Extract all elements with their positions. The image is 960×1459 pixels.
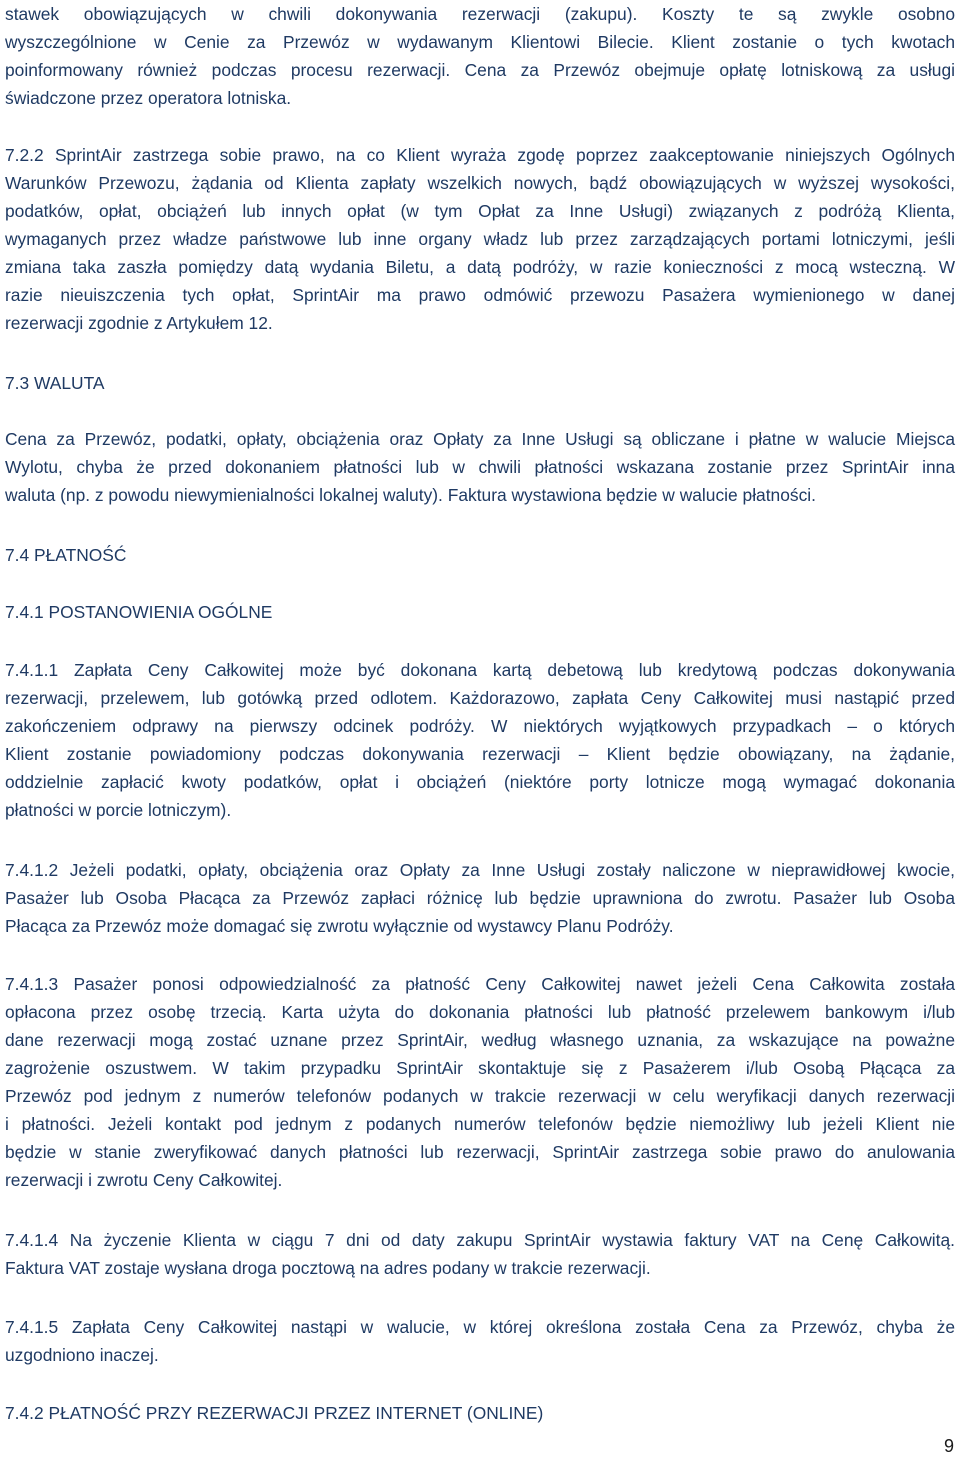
text-line: zakończeniem odprawy na pierwszy odcinek podróży. W niektórych wyjątkowych przypadkach – o których [5, 716, 955, 736]
text-line: 7.4.1.5 Zapłata Ceny Całkowitej nastąpi w walucie, w której określona została Cena za Przewóz, chyba że [5, 1317, 955, 1337]
text-line: Przewóz pod jednym z numerów telefonów podanych w trakcie rezerwacji w celu weryfikacji danych rezerwacji [5, 1086, 955, 1106]
text-line: opłacona przez osobę trzecią. Karta użyta do dokonania płatności lub płatność przelewem bankowym i/lub [5, 1002, 955, 1022]
text-line: 7.2.2 SprintAir zastrzega sobie prawo, na co Klient wyraża zgodę poprzez zaakceptowanie niniejszych Ogólnych [5, 145, 955, 165]
text-line: rezerwacji i zwrotu Ceny Całkowitej. [5, 1170, 283, 1190]
text-line: waluta (np. z powodu niewymienialności lokalnej waluty). Faktura wystawiona będzie w walucie płatności. [5, 485, 816, 505]
text-line: 7.4.1.1 Zapłata Ceny Całkowitej może być dokonana kartą debetową lub kredytową podczas dokonywania [5, 660, 955, 680]
page-number: 9 [943, 1436, 954, 1456]
text-line: stawek obowiązujących w chwili dokonywania rezerwacji (zakupu). Koszty te są zwykle osobno [5, 4, 955, 24]
text-line: Wylotu, chyba że przed dokonaniem płatności lub w chwili płatności wskazana zostanie przez SprintAir inna [5, 457, 955, 477]
heading-7-4-1: 7.4.1 POSTANOWIENIA OGÓLNE [5, 602, 273, 622]
text-line: 7.4.1.4 Na życzenie Klienta w ciągu 7 dni od daty zakupu SprintAir wystawia faktury VAT na Cenę Całkowitą. [5, 1230, 955, 1250]
text-line: rezerwacji zgodnie z Artykułem 12. [5, 313, 273, 333]
paragraph-intro [5, 0, 955, 112]
paragraph-7-4-1-1 [5, 656, 955, 824]
text-line: Płacąca za Przewóz może domagać się zwrotu wyłącznie od wystawcy Planu Podróży. [5, 916, 674, 936]
text-line: wyszczególnione w Cenie za Przewóz w wydawanym Klientowi Bilecie. Klient zostanie o tych kwotach [5, 32, 955, 52]
paragraph-7-2-2 [5, 141, 955, 337]
text-line: oddzielnie zapłacić kwoty podatków, opłat i obciążeń (niektóre porty lotnicze mogą wymagać dokonania [5, 772, 955, 792]
text-line: poinformowany również podczas procesu rezerwacji. Cena za Przewóz obejmuje opłatę lotniskową za usługi [5, 60, 955, 80]
paragraph-7-3 [5, 425, 955, 509]
heading-7-4-2: 7.4.2 PŁATNOŚĆ PRZY REZERWACJI PRZEZ INTERNET (ONLINE) [5, 1403, 544, 1423]
paragraph-7-4-1-3 [5, 970, 955, 1194]
text-line: zagrożenie oszustwem. W takim przypadku SprintAir skontaktuje się z Pasażerem i/lub Osobą Płącąca za [5, 1058, 955, 1078]
text-line: płatności w porcie lotniczym). [5, 800, 232, 820]
text-line: Cena za Przewóz, podatki, opłaty, obciążenia oraz Opłaty za Inne Usługi są obliczane i płatne w walucie Miejsca [5, 429, 955, 449]
paragraph-7-4-1-2 [5, 856, 955, 940]
text-line: będzie w stanie zweryfikować danych płatności lub rezerwacji, SprintAir zastrzega sobie prawo do anulowania [5, 1142, 955, 1162]
text-line: uzgodniono inaczej. [5, 1345, 159, 1365]
text-line: Klient zostanie powiadomiony podczas dokonywania rezerwacji – Klient będzie obowiązany, na żądanie, [5, 744, 955, 764]
heading-7-4: 7.4 PŁATNOŚĆ [5, 545, 127, 565]
text-line: rezerwacji, przelewem, lub gotówką przed odlotem. Każdorazowo, zapłata Ceny Całkowitej musi nastąpić przed [5, 688, 955, 708]
text-line: wymaganych przez władze państwowe lub inne organy władz lub przez zarządzających portami lotniczymi, jeśli [5, 229, 955, 249]
heading-7-3: 7.3 WALUTA [5, 373, 105, 393]
text-line: dane rezerwacji mogą zostać uznane przez SprintAir, według własnego uznania, za wskazujące na poważne [5, 1030, 955, 1050]
text-line: zmiana taka zaszła pomiędzy datą wydania Biletu, a datą podróży, w razie konieczności z mocą wsteczną. W [5, 257, 955, 277]
text-line: razie nieuiszczenia tych opłat, SprintAir ma prawo odmówić przewozu Pasażera wymienionego w danej [5, 285, 955, 305]
text-line: Pasażer lub Osoba Płacąca za Przewóz zapłaci różnicę lub będzie uprawniona do zwrotu. Pasażer lub Osoba [5, 888, 955, 908]
text-line: 7.4.1.3 Pasażer ponosi odpowiedzialność za płatność Ceny Całkowitej nawet jeżeli Cena Całkowita została [5, 974, 955, 994]
text-line: 7.4.1.2 Jeżeli podatki, opłaty, obciążenia oraz Opłaty za Inne Usługi zostały naliczone w nieprawidłowej kwocie, [5, 860, 955, 880]
paragraph-7-4-1-5 [5, 1313, 955, 1369]
text-line: Faktura VAT zostaje wysłana droga pocztową na adres podany w trakcie rezerwacji. [5, 1258, 651, 1278]
text-line: Warunków Przewozu, żądania od Klienta zapłaty wszelkich nowych, bądź obowiązujących w wyższej wysokości, [5, 173, 955, 193]
text-line: i płatności. Jeżeli kontakt pod jednym z podanych numerów telefonów będzie niemożliwy lub jeżeli Klient nie [5, 1114, 955, 1134]
text-line: świadczone przez operatora lotniska. [5, 88, 292, 108]
paragraph-7-4-1-4 [5, 1226, 955, 1282]
text-line: podatków, opłat, obciążeń lub innych opłat (w tym Opłat za Inne Usługi) związanych z podróżą Klienta, [5, 201, 955, 221]
